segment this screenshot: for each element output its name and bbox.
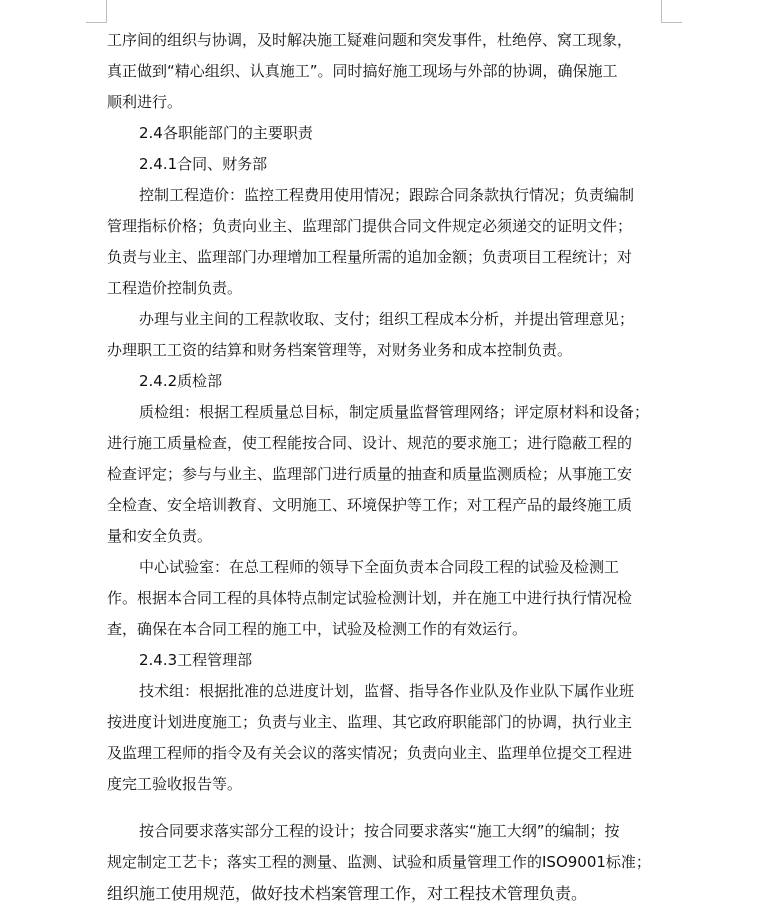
text-line: 检查评定；参与与业主、监理部门进行质量的抽查和质量监测质检；从事施工安 <box>107 465 633 483</box>
text-line: 进行施工质量检查，使工程能按合同、设计、规范的要求施工；进行隐蔽工程的 <box>107 434 633 452</box>
text-line: 办理职工工资的结算和财务档案管理等，对财务业务和成本控制负责。 <box>107 341 573 359</box>
margin-corner-mark-left <box>86 0 107 23</box>
text-line: 工程造价控制负责。 <box>107 279 243 297</box>
text-line: 技术组：根据批准的总进度计划，监督、指导各作业队及作业队下属作业班 <box>139 682 635 700</box>
text-line: 度完工验收报告等。 <box>107 775 243 793</box>
text-line: 全检查、安全培训教育、文明施工、环境保护等工作；对工程产品的最终施工质 <box>107 496 633 514</box>
subsection-heading: 2.4.1合同、财务部 <box>139 155 268 173</box>
text-line: 顺利进行。 <box>107 93 183 111</box>
paragraph-spacing <box>107 800 663 816</box>
cut-off-text: 组织施工使用规范，做好技术档案管理工作，对工程技术管理负责。 <box>107 884 588 903</box>
section-heading: 2.4各职能部门的主要职责 <box>139 124 313 142</box>
text-line: 及监理工程师的指令及有关会议的落实情况；负责向业主、监理单位提交工程进 <box>107 744 633 762</box>
subsection-heading: 2.4.3工程管理部 <box>139 651 253 669</box>
text-line: 真正做到“精心组织、认真施工”。同时搞好施工现场与外部的协调，确保施工 <box>107 62 618 80</box>
text-line: 查，确保在本合同工程的施工中，试验及检测工作的有效运行。 <box>107 620 528 638</box>
cut-off-text-line <box>107 878 663 903</box>
text-line: 按合同要求落实部分工程的设计；按合同要求落实“施工大纲”的编制；按 <box>139 822 620 840</box>
text-line: 负责与业主、监理部门办理增加工程量所需的追加金额；负责项目工程统计；对 <box>107 248 633 266</box>
text-line: 控制工程造价：监控工程费用使用情况；跟踪合同条款执行情况；负责编制 <box>139 186 635 204</box>
text-line: 按进度计划进度施工；负责与业主、监理、其它政府职能部门的协调，执行业主 <box>107 713 633 731</box>
subsection-heading: 2.4.2质检部 <box>139 372 223 390</box>
text-line: 量和安全负责。 <box>107 527 213 545</box>
document-body <box>107 25 663 903</box>
text-line: 规定制定工艺卡；落实工程的测量、监测、试验和质量管理工作的ISO9001标准； <box>107 853 651 871</box>
text-line: 质检组：根据工程质量总目标，制定质量监督管理网络；评定原材料和设备； <box>139 403 650 421</box>
text-line: 中心试验室：在总工程师的领导下全面负责本合同段工程的试验及检测工 <box>139 558 620 576</box>
text-line: 办理与业主间的工程款收取、支付；组织工程成本分析，并提出管理意见； <box>139 310 635 328</box>
margin-corner-mark-right <box>661 0 682 23</box>
text-line: 作。根据本合同工程的具体特点制定试验检测计划，并在施工中进行执行情况检 <box>107 589 633 607</box>
text-line: 工序间的组织与协调，及时解决施工疑难问题和突发事件，杜绝停、窝工现象， <box>107 31 633 49</box>
text-line: 管理指标价格；负责向业主、监理部门提供合同文件规定必须递交的证明文件； <box>107 217 633 235</box>
